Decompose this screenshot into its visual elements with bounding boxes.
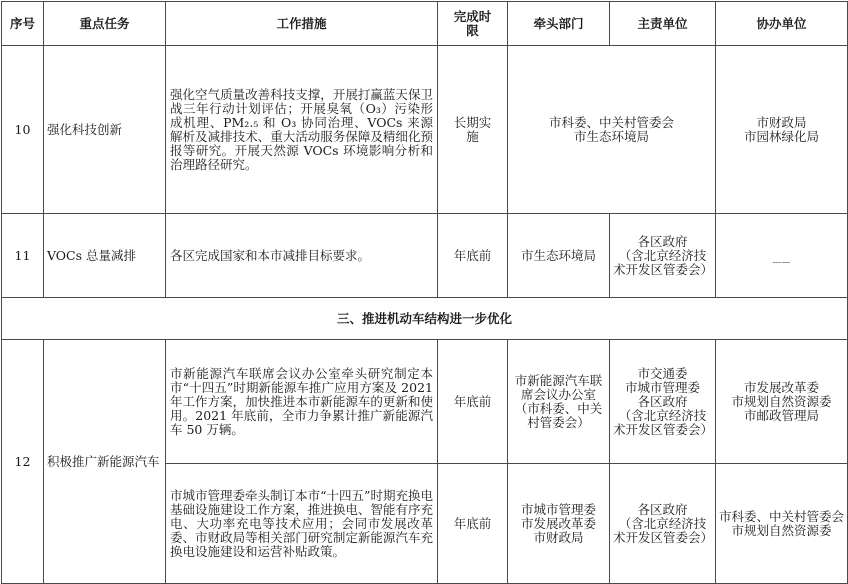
row-deadline (438, 46, 508, 214)
row-deadline: 年底前 (438, 464, 508, 584)
table-row (2, 46, 848, 214)
cell-line: 市规划自然资源委 (731, 393, 832, 409)
header-assist: 协办单位 (716, 2, 848, 46)
cell-line: 市发展改革委 (520, 515, 596, 531)
row-task: 强化科技创新 (44, 46, 166, 214)
row-lead (508, 464, 610, 584)
section-row (2, 298, 848, 340)
section-title: 三、推进机动车结构进一步优化 (2, 298, 848, 340)
cell-line: 市城市管理委 (520, 501, 596, 517)
row-measure: 各区完成国家和本市减排目标要求。 (166, 214, 438, 298)
row-deadline-text: 长期实施 (453, 114, 492, 144)
row-assist (716, 464, 848, 584)
row-task: VOCs 总量减排 (44, 214, 166, 298)
cell-line: 市新能源汽车联席会议办公室 (514, 372, 603, 402)
header-row (2, 2, 848, 46)
row-assist (716, 46, 848, 214)
row-deadline: 年底前 (438, 214, 508, 298)
header-measure: 工作措施 (166, 2, 438, 46)
cell-line: 各区政府 (637, 501, 688, 517)
row-seq: 12 (2, 340, 44, 584)
cell-line: 市城市管理委 (624, 379, 700, 395)
header-responsible: 主责单位 (610, 2, 716, 46)
cell-line: （含北京经济技术开发区管委会） (613, 247, 714, 277)
cell-line: （含北京经济技术开发区管委会） (613, 515, 714, 545)
header-lead: 牵头部门 (508, 2, 610, 46)
cell-line: 各区政府 (637, 393, 688, 409)
row-lead (508, 340, 610, 464)
measures-table (1, 1, 848, 584)
cell-line: 各区政府 (637, 233, 688, 249)
cell-line: 市科委、中关村管委会 (548, 114, 674, 130)
row-assist (716, 340, 848, 464)
row-responsible (610, 340, 716, 464)
cell-line: 市园林绿化局 (743, 128, 819, 144)
row-seq: 11 (2, 214, 44, 298)
row-measure: 强化空气质量改善科技支撑，开展打赢蓝天保卫战三年行动计划评估；开展臭氧（O₃）污染形成机理、PM₂.₅ 和 O₃ 协同治理、VOCs 来源解析及减排技术、重大活动服务保障及精细化预报等研究。开展天然源 VOCs 环境影响分析和治理路径研究。 (166, 46, 438, 214)
cell-line: 市财政局 (756, 114, 807, 130)
row-assist: —— (716, 214, 848, 298)
header-seq: 序号 (2, 2, 44, 46)
row-measure: 市新能源汽车联席会议办公室牵头研究制定本市“十四五”时期新能源车推广应用方案及 2021 年工作方案，加快推进本市新能源车的更新和使用。2021 年底前，全市力争累计推广新能源汽车 50 万辆。 (166, 340, 438, 464)
row-lead: 市生态环境局 (508, 214, 610, 298)
header-task: 重点任务 (44, 2, 166, 46)
cell-line: 市邮政管理局 (743, 407, 819, 423)
row-task: 积极推广新能源汽车 (44, 340, 166, 584)
row-responsible (610, 464, 716, 584)
cell-line: （含北京经济技术开发区管委会） (613, 407, 714, 437)
row-responsible (610, 214, 716, 298)
cell-line: 市交通委 (637, 365, 688, 381)
cell-line: 市发展改革委 (743, 379, 819, 395)
row-deadline: 年底前 (438, 340, 508, 464)
table-row (2, 214, 848, 298)
cell-line: 市生态环境局 (573, 128, 649, 144)
cell-line: 市财政局 (533, 529, 584, 545)
row-measure: 市城市管理委牵头制订本市“十四五”时期充换电基础设施建设工作方案，推进换电、智能有序充电、大功率充电等技术应用；会同市发展改革委、市财政局等相关部门研究制定新能源汽车充换电设施建设和运营补贴政策。 (166, 464, 438, 584)
cell-line: （市科委、中关村管委会） (514, 400, 603, 430)
cell-line: 市规划自然资源委 (731, 522, 832, 538)
row-lead (508, 46, 716, 214)
cell-line: 市科委、中关村管委会 (719, 508, 845, 524)
table-row (2, 340, 848, 464)
header-deadline (438, 2, 508, 46)
row-seq: 10 (2, 46, 44, 214)
header-deadline-text: 完成时限 (453, 8, 492, 38)
